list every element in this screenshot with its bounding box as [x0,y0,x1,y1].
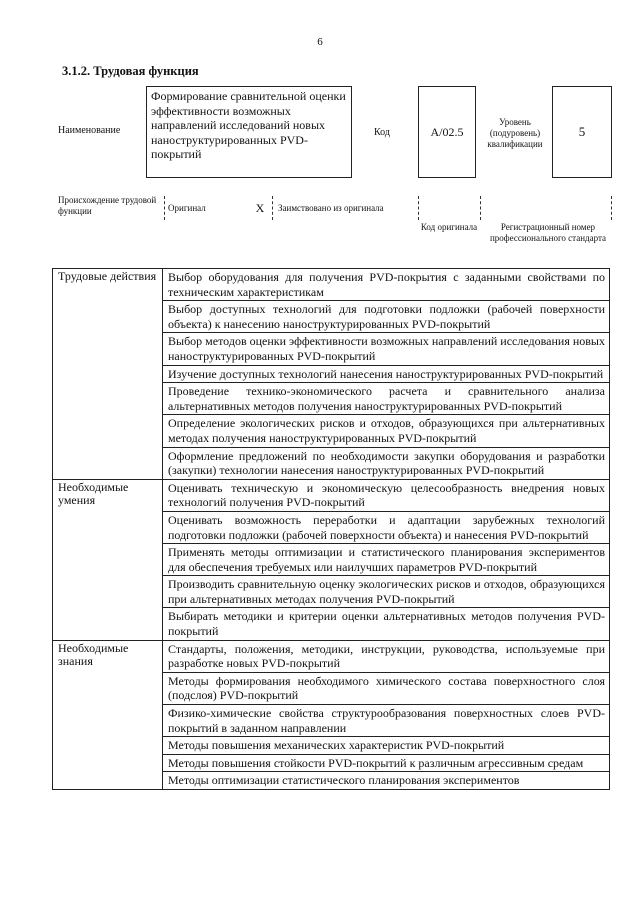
borrowed-label: Заимствовано из оригинала [278,202,384,213]
table-cell: Производить сравнительную оценку экологических рисков и отходов, образующихся при альтернативных методах получения PVD-покрытий [163,576,610,608]
table-cell: Методы формирования необходимого химического состава поверхностного слоя (подслоя) PVD-покрытий [163,672,610,704]
table-cell: Методы повышения стойкости PVD-покрытий к различным агрессивным средам [163,754,610,772]
section-heading: Необходимые умения [53,479,163,640]
level-value: 5 [578,124,586,139]
origin-label: Происхождение трудовой функции [58,195,157,216]
divider [164,196,165,220]
name-label: Наименование [58,125,121,136]
table-cell: Определение экологических рисков и отходов, образующихся при альтернативных методах получения наноструктурированных PVD-покрытий [163,415,610,447]
code-original-caption: Код оригинала [420,222,478,232]
divider [611,196,612,220]
reg-number-caption: Регистрационный номер профессионального стандарта [489,222,607,243]
table-cell: Методы оптимизации статистического планирования экспериментов [163,772,610,790]
section-title: 3.1.2. Трудовая функция [62,64,199,78]
table-cell: Выбор методов оценки эффективности возможных направлений исследования новых наноструктурированных PVD-покрытий [163,333,610,365]
table-cell: Проведение технико-экономического расчета и сравнительного анализа альтернативных методов получения наноструктурированных PVD-покрытий [163,383,610,415]
table-cell: Выбор оборудования для получения PVD-покрытия с заданными свойствами по техническим характеристикам [163,269,610,301]
table-cell: Стандарты, положения, методики, инструкции, руководства, используемые при разработке новых PVD-покрытий [163,640,610,672]
code-value: A/02.5 [430,124,464,139]
function-name-box [146,86,352,178]
original-mark: X [255,200,265,215]
table-row [53,479,610,511]
page-number: 6 [317,36,323,48]
origin-row [164,196,612,220]
table-cell: Выбор доступных технологий для подготовки подложки (рабочей поверхности объекта) к нанесению наноструктурированных PVD-покрытий [163,301,610,333]
table-cell: Выбирать методики и критерии оценки альтернативных методов получения PVD-покрытий [163,608,610,640]
function-name-value: Формирование сравнительной оценки эффективности возможных направлений исследований новых наноструктурированных PVD-покрытий [151,89,346,161]
table-cell: Изучение доступных технологий нанесения наноструктурированных PVD-покрытий [163,365,610,383]
section-heading: Необходимые знания [53,640,163,789]
level-label: Уровень (подуровень) квалификации [487,117,543,149]
labor-function-table [52,268,610,790]
divider [272,196,273,220]
original-label: Оригинал [168,202,206,213]
level-box [552,86,612,178]
table-cell: Оценивать возможность переработки и адаптации зарубежных технологий подготовки подложки (рабочей поверхности объекта) и нанесения PVD-покрытий [163,511,610,543]
code-box [418,86,476,178]
table-cell: Оценивать техническую и экономическую целесообразность внедрения новых технологий получения PVD-покрытий [163,479,610,511]
section-heading: Трудовые действия [53,269,163,480]
divider [418,196,419,220]
table-row [53,269,610,301]
table-row [53,640,610,672]
code-label: Код [374,127,390,138]
table-cell: Методы повышения механических характеристик PVD-покрытий [163,737,610,755]
table-cell: Оформление предложений по необходимости закупки оборудования и разработки (закупки) технологии нанесения наноструктурированных PVD-покрытий [163,447,610,479]
table-cell: Физико-химические свойства структурообразования поверхностных слоев PVD-покрытий в заданном направлении [163,705,610,737]
table-cell: Применять методы оптимизации и статистического планирования экспериментов для обеспечения требуемых или наилучших параметров PVD-покрытий [163,544,610,576]
divider [480,196,481,220]
